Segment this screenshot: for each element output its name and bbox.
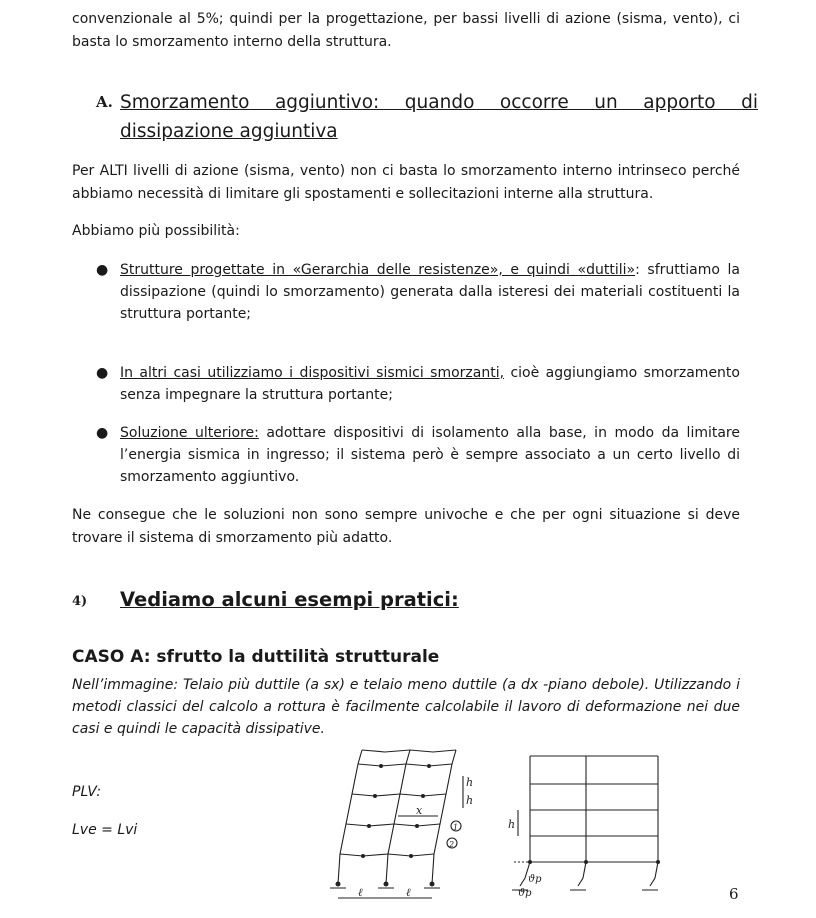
span-label: ℓ	[358, 886, 363, 899]
bullet-text: cioè aggiungiamo smorzamento senza impegnare la struttura portante;	[120, 365, 740, 403]
caso-a-title: CASO A: sfrutto la duttilità strutturale	[72, 647, 440, 667]
frame-sketch-figure	[318, 746, 678, 910]
bullet-underlined-text: In altri casi utilizziamo i dispositivi sismici smorzanti,	[120, 365, 505, 381]
section-a-letter: A.	[96, 93, 113, 111]
plv-label: PLV:	[72, 784, 102, 800]
rotation-label: ϑp	[528, 874, 542, 885]
list-item	[96, 259, 740, 325]
bullet-text: adottare dispositivi di isolamento alla base, in modo da limitare l’energia sismica in ingresso; il sistema però è sempre associato a un certo livello di smorzamento aggiuntivo.	[120, 425, 740, 485]
bullet-underlined-text: Strutture progettate in «Gerarchia delle resistenze», e quindi «duttili»	[120, 262, 636, 278]
weak-storey-frame-sketch	[514, 756, 658, 886]
intro-paragraph: convenzionale al 5%; quindi per la progettazione, per bassi livelli di azione (sisma, vento), ci basta lo smorzamento interno della struttura.	[72, 11, 740, 50]
bullet-icon: ●	[96, 262, 109, 278]
paragraph-consegue: Ne consegue che le soluzioni non sono sempre univoche e che per ogni situazione si deve trovare il sistema di smorzamento più adatto.	[72, 507, 740, 546]
section-a-title: Smorzamento aggiuntivo: quando occorre un apporto di dissipazione aggiuntiva	[120, 92, 758, 142]
section-4-title: Vediamo alcuni esempi pratici:	[120, 588, 459, 611]
bullet-underlined-text: Soluzione ulteriore:	[120, 425, 259, 441]
ductile-frame-sketch	[338, 750, 463, 898]
page-number: 6	[729, 885, 739, 903]
caso-a-description: Nell’immagine: Telaio più duttile (a sx) e telaio meno duttile (a dx -piano debole). Utilizzando i metodi classici del calcolo a rottura è facilmente calcolabile il lavoro di deformazione nei due casi e quindi le capacità dissipative.	[72, 677, 740, 737]
bullet-text: : sfruttiamo la dissipazione (quindi lo smorzamento) generata dalla isteresi dei materiali costituenti la struttura portante;	[120, 262, 741, 322]
section-a-heading	[96, 88, 758, 146]
section-4-number: 4)	[72, 594, 88, 609]
span-label: ℓ	[406, 886, 411, 899]
rotation-label: ϑp	[518, 888, 532, 899]
displacement-label: x	[416, 804, 423, 817]
hinge-label-2: 2	[449, 840, 455, 849]
height-label: h	[466, 776, 474, 789]
list-item	[96, 362, 740, 406]
height-label: h	[466, 794, 474, 807]
list-item	[96, 422, 740, 488]
formula-lve-lvi: Lve = Lvi	[72, 822, 138, 838]
height-label: h	[508, 818, 516, 831]
bullet-icon: ●	[96, 425, 109, 441]
bullet-icon: ●	[96, 365, 109, 381]
paragraph-alti-livelli: Per ALTI livelli di azione (sisma, vento) non ci basta lo smorzamento interno intrinseco perché abbiamo necessità di limitare gli spostamenti e sollecitazioni interne alla struttura.	[72, 163, 740, 202]
paragraph-possibilita: Abbiamo più possibilità:	[72, 223, 240, 239]
weak-storey-labels	[508, 818, 542, 899]
hinge-label-1: 1	[453, 823, 459, 832]
